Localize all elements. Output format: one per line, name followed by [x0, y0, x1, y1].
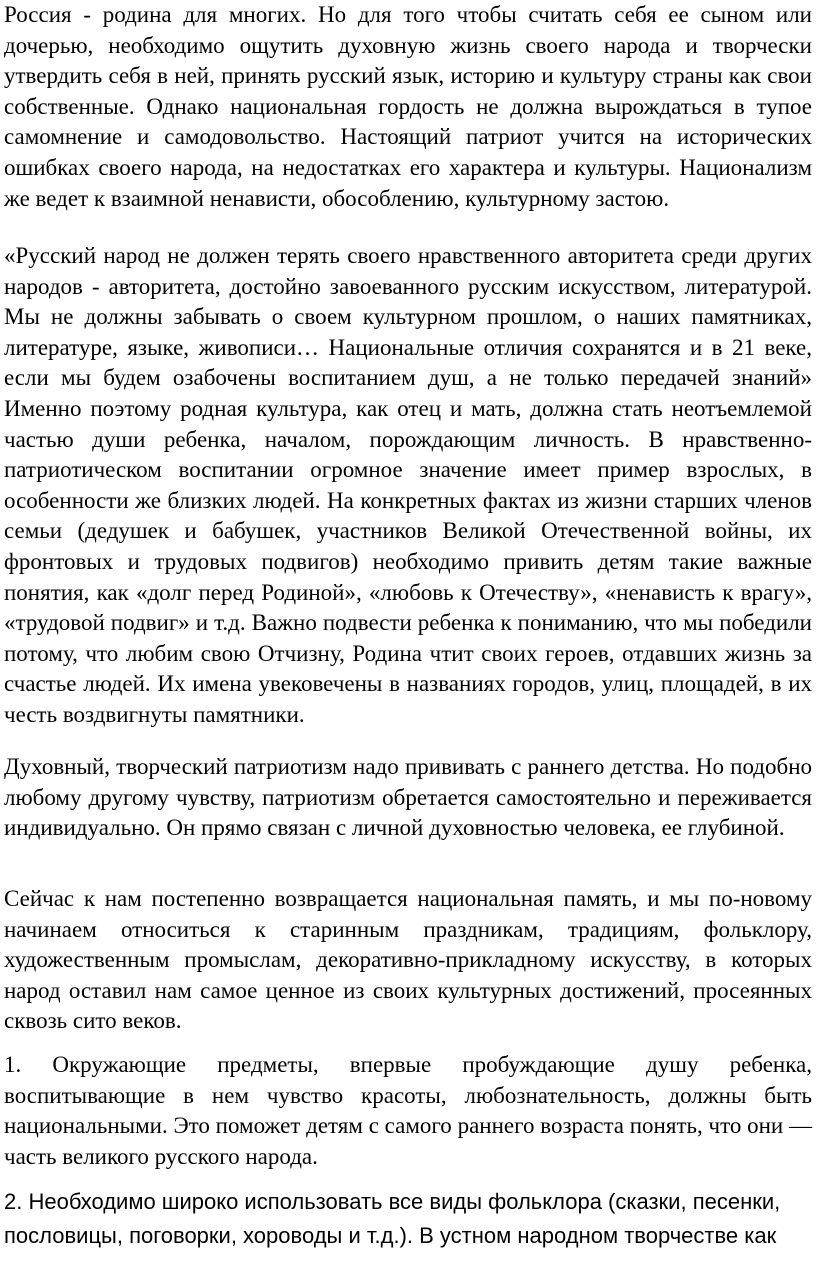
list-item-2: 2. Необходимо широко использовать все виды фольклора (сказки, песенки, пословицы, поговорки, хороводы и т.д.). В устном народном творчестве как: [4, 1189, 781, 1248]
list-item-1: 1. Окружающие предметы, впервые пробуждающие душу ребенка, воспитывающие в нем чувство красоты, любознательность, должны быть национальными. Это поможет детям с самого раннего возраста понять, что они — часть великого русского народа.: [4, 1052, 812, 1169]
paragraph-national-memory: Сейчас к нам постепенно возвращается национальная память, и мы по-новому начинаем относиться к старинным праздникам, традициям, фольклору, художественным промыслам, декоративно-прикладному искусству, в которых народ оставил нам самое ценное из своих культурных достижений, просеянных сквозь сито веков.: [4, 886, 812, 1034]
paragraph-quote: «Русский народ не должен терять своего нравственного авторитета среди других народов - авторитета, достойно завоеванного русским искусством, литературой. Мы не должны забывать о своем культурном прошлом, о наших памятниках, литературе, языке, живописи… Национальные отличия сохранятся и в 21 веке, если мы будем озабочены воспитанием душ, а не только передачей знаний» Именно поэтому родная культура, как отец и мать, должна стать неотъемлемой частью души ребенка, началом, порождающим личность. В нравственно-патриотическом воспитании огромное значение имеет пример взрослых, в особенности же близких людей. На конкретных фактах из жизни старших членов семьи (дедушек и бабушек, участников Великой Отечественной войны, их фронтовых и трудовых подвигов) необходимо привить детям такие важные понятия, как «долг перед Родиной», «любовь к Отечеству», «ненависть к врагу», «трудовой подвиг» и т.д. Важно подвести ребенка к пониманию, что мы победили потому, что любим свою Отчизну, Родина чтит своих героев, отдавших жизнь за счастье людей. Их имена увековечены в названиях городов, улиц, площадей, в их честь воздвигнуты памятники.: [4, 243, 812, 727]
paragraph-spiritual-patriotism: Духовный, творческий патриотизм надо прививать с раннего детства. Но подобно любому другому чувству, патриотизм обретается самостоятельно и переживается индивидуально. Он прямо связан с личной духовностью человека, ее глубиной.: [4, 754, 812, 841]
paragraph-intro: Россия - родина для многих. Но для того чтобы считать себя ее сыном или дочерью, необходимо ощутить духовную жизнь своего народа и творчески утвердить себя в ней, принять русский язык, историю и культуру страны как свои собственные. Однако национальная гордость не должна вырождаться в тупое самомнение и самодовольство. Настоящий патриот учится на исторических ошибках своего народа, на недостатках его характера и культуры. Национализм же ведет к взаимной ненависти, обособлению, культурному застою.: [4, 2, 812, 211]
